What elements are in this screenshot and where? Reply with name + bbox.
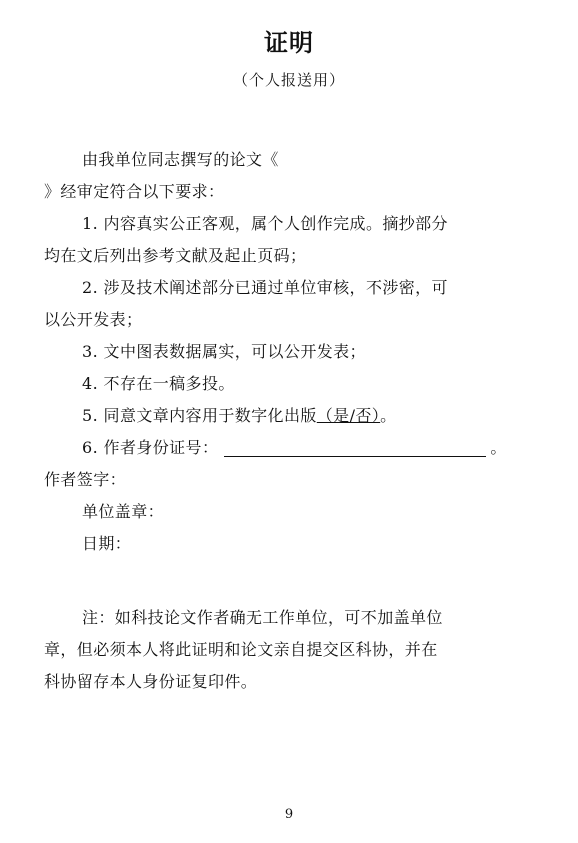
intro-line-1: 由我单位同志撰写的论文《: [82, 150, 279, 169]
item-3: 3. 文中图表数据属实，可以公开发表；: [82, 342, 366, 361]
author-signature-label: 作者签字：: [44, 470, 127, 489]
item-5-option: （是/否）: [316, 406, 381, 425]
item-5-end: 。: [380, 406, 397, 425]
id-number-blank: [224, 436, 486, 457]
page-subtitle: （个人报送用）: [232, 71, 345, 89]
note-line-3: 科协留存本人身份证复印件。: [44, 672, 258, 691]
note-line-2: 章，但必须本人将此证明和论文亲自提交区科协，并在: [44, 640, 438, 659]
item-2-line-1: 2. 涉及技术阐述部分已通过单位审核，不涉密，可: [82, 278, 448, 297]
date-label: 日期：: [82, 534, 132, 553]
item-1-line-2: 均在文后列出参考文献及起止页码；: [44, 246, 307, 265]
item-6-label: 6. 作者身份证号：: [82, 438, 219, 457]
item-5: [44, 400, 544, 432]
item-1-line-1: 1. 内容真实公正客观，属个人创作完成。摘抄部分: [82, 214, 448, 233]
document-body: [44, 144, 544, 698]
item-4: 4. 不存在一稿多投。: [82, 374, 235, 393]
page-number: 9: [284, 807, 294, 822]
item-6: [44, 432, 544, 464]
item-2-line-2: 以公开发表；: [44, 310, 143, 329]
page-title: 证明: [264, 29, 314, 57]
intro-line-2: 》经审定符合以下要求：: [44, 182, 225, 201]
unit-seal-label: 单位盖章：: [82, 502, 165, 521]
item-6-end: 。: [490, 438, 507, 457]
note-line-1: 注：如科技论文作者确无工作单位，可不加盖单位: [82, 608, 443, 627]
item-5-text: 5. 同意文章内容用于数字化出版: [82, 406, 317, 425]
